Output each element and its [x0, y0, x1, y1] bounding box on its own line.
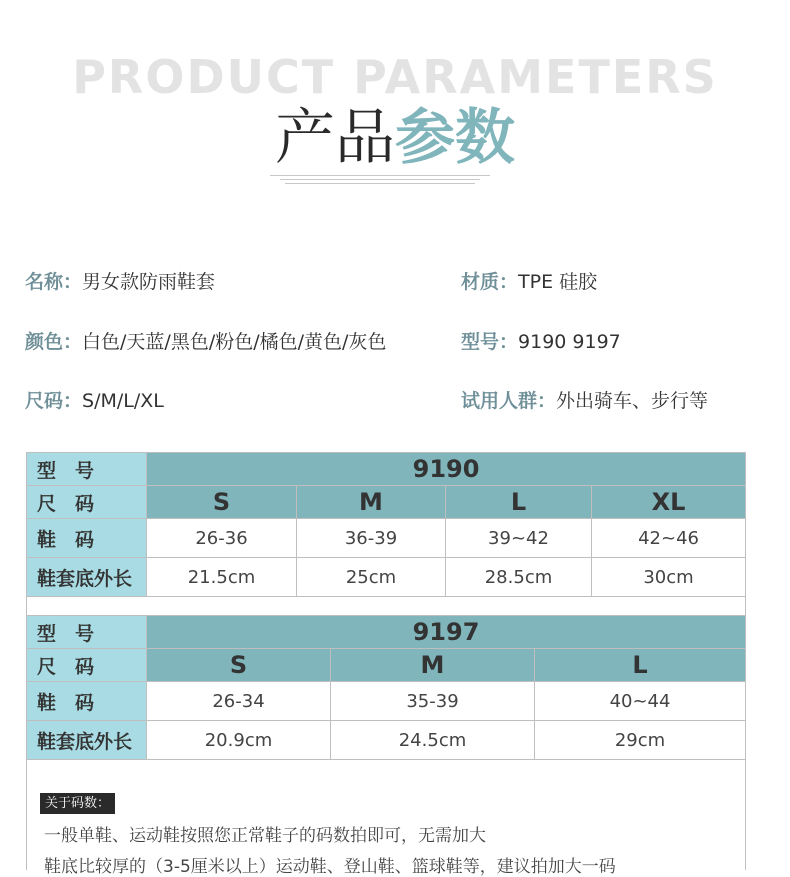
spec-name-key: 名称： [25, 271, 83, 293]
sole-length-cell: 20.9cm [147, 721, 331, 760]
spec-name [25, 269, 215, 295]
table-separator [26, 597, 746, 616]
spec-color-value: 白色/天蓝/黑色/粉色/橘色/黄色/灰色 [82, 331, 387, 353]
size-cell: XL [592, 486, 746, 519]
sole-length-cell: 24.5cm [331, 721, 535, 760]
title-chinese-parameters: 参数 [395, 103, 515, 173]
size-table-9190 [26, 452, 746, 597]
size-cell: L [446, 486, 592, 519]
size-cell: S [147, 649, 331, 682]
decorative-fine-print [255, 172, 505, 186]
shoe-size-cell: 42~46 [592, 519, 746, 558]
spec-material [461, 269, 597, 295]
title-english: PRODUCT PARAMETERS [72, 50, 718, 104]
shoe-size-cell: 26-36 [147, 519, 297, 558]
size-cell: L [535, 649, 746, 682]
label-shoe-size: 鞋 码 [27, 519, 147, 558]
spec-model-value: 9190 9197 [518, 331, 621, 353]
spec-material-value: TPE 硅胶 [518, 271, 598, 293]
sole-length-cell: 28.5cm [446, 558, 592, 597]
shoe-size-cell: 26-34 [147, 682, 331, 721]
spec-color-key: 颜色： [25, 331, 83, 353]
size-note-line: 鞋底比较厚的（3-5厘米以上）运动鞋、登山鞋、篮球鞋等，建议拍加大一码 [44, 857, 616, 877]
label-sole-length: 鞋套底外长 [27, 558, 147, 597]
title-chinese-product: 产品 [275, 103, 395, 173]
sole-length-cell: 25cm [297, 558, 446, 597]
title-chinese [0, 102, 790, 174]
spec-audience-key: 试用人群： [461, 390, 557, 412]
size-cell: M [331, 649, 535, 682]
size-cell: M [297, 486, 446, 519]
spec-size-key: 尺码： [25, 390, 83, 412]
size-table-9197 [26, 615, 746, 760]
spec-name-value: 男女款防雨鞋套 [82, 271, 216, 293]
label-size: 尺 码 [27, 649, 147, 682]
model-number-9197: 9197 [147, 616, 746, 649]
size-cell: S [147, 486, 297, 519]
size-note-line: 一般单鞋、运动鞋按照您正常鞋子的码数拍即可，无需加大 [44, 826, 486, 846]
shoe-size-cell: 36-39 [297, 519, 446, 558]
spec-model-key: 型号： [461, 331, 519, 353]
shoe-size-cell: 40~44 [535, 682, 746, 721]
sole-length-cell: 30cm [592, 558, 746, 597]
shoe-size-cell: 35-39 [331, 682, 535, 721]
spec-color [25, 329, 386, 355]
spec-size-value: S/M/L/XL [82, 390, 164, 412]
label-model: 型 号 [27, 616, 147, 649]
spec-size [25, 388, 164, 414]
label-size: 尺 码 [27, 486, 147, 519]
sole-length-cell: 29cm [535, 721, 746, 760]
sole-length-cell: 21.5cm [147, 558, 297, 597]
label-sole-length: 鞋套底外长 [27, 721, 147, 760]
spec-model [461, 329, 621, 355]
shoe-size-cell: 39~42 [446, 519, 592, 558]
spec-audience-value: 外出骑车、步行等 [556, 390, 709, 412]
spec-material-key: 材质： [461, 271, 519, 293]
model-number-9190: 9190 [147, 453, 746, 486]
label-shoe-size: 鞋 码 [27, 682, 147, 721]
label-model: 型 号 [27, 453, 147, 486]
size-note-tag: 关于码数： [40, 793, 115, 814]
spec-audience [461, 388, 708, 414]
